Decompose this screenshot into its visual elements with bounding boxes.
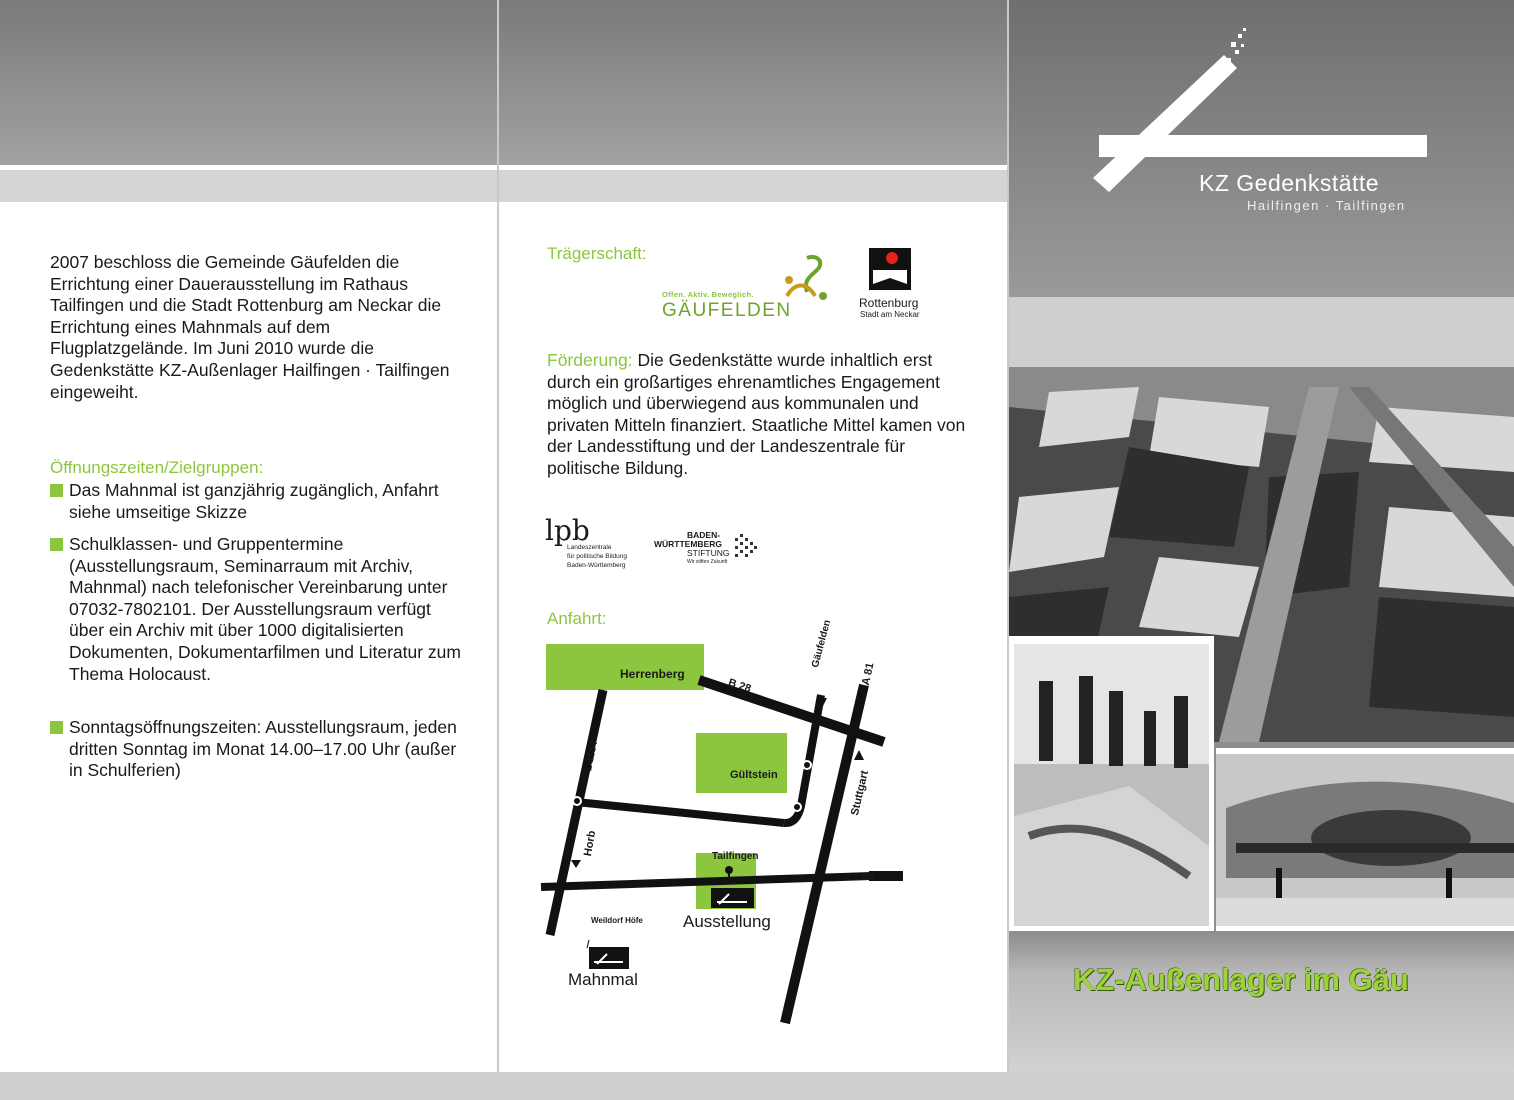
sponsor-heading: Trägerschaft:	[547, 244, 647, 263]
bullet-text: Schulklassen- und Gruppentermine (Ausstellungsraum, Seminarraum mit Archiv, Mahnmal) nach telefonischer Vereinbarung unter 07032-7802101. Der Ausstellungsraum verfügt über ein Archiv mit über 1000 digitalisierten Dokumenten, Dokumentarfilmen und Literatur zum Thema Holocaust.	[69, 534, 461, 684]
map-label-mahnmal: Mahnmal	[568, 970, 638, 989]
rottenburg-crest-icon	[869, 248, 913, 292]
lpb-line: Baden-Württemberg	[567, 562, 626, 569]
directions-heading: Anfahrt:	[547, 609, 607, 628]
bullet-square-icon	[50, 484, 63, 497]
map-label-ausstellung: Ausstellung	[683, 912, 771, 931]
rottenburg-logo	[854, 248, 944, 328]
map-label-tailfingen: Tailfingen	[712, 851, 759, 862]
funding-paragraph	[547, 350, 967, 480]
lpb-mark: lpb	[545, 514, 590, 547]
top-band	[499, 0, 1007, 165]
map-label-gultstein: Gültstein	[730, 769, 778, 781]
map-label-weildorf: Weildorf Höfe	[591, 916, 643, 925]
historic-photo-soldiers	[1009, 636, 1214, 931]
rottenburg-sub: Stadt am Neckar	[860, 310, 920, 319]
map-label-a81: A 81	[860, 661, 877, 687]
hours-heading: Öffnungszeiten/Zielgruppen:	[50, 458, 264, 477]
map-label-stuttgart: Stuttgart	[849, 769, 872, 817]
bw-dots-icon	[733, 532, 759, 562]
bw-line: BADEN-	[687, 530, 721, 540]
panel-left	[0, 0, 497, 1072]
panel-cover	[1009, 0, 1514, 1072]
bw-line: WÜRTTEMBERG	[654, 539, 722, 549]
bw-line: Wir stiften Zukunft	[687, 559, 728, 565]
map-label-herrenberg: Herrenberg	[620, 667, 685, 681]
bullet-text: Das Mahnmal ist ganzjährig zugänglich, Anfahrt siehe umseitige Skizze	[69, 480, 439, 522]
bw-stiftung-logo	[649, 530, 779, 576]
cover-title: KZ Gedenkstätte	[1199, 170, 1380, 196]
lpb-line: für politische Bildung	[567, 553, 627, 560]
map-label-b28: B 28	[726, 676, 753, 696]
map-label-horb: Horb	[582, 829, 599, 858]
gaufelden-slogan: Offen. Aktiv. Beweglich.	[662, 290, 754, 299]
list-item	[50, 717, 470, 782]
memorial-logo-icon	[1009, 0, 1514, 297]
gaufelden-name: GÄUFELDEN	[662, 300, 792, 321]
list-item	[50, 534, 470, 685]
intro-text: 2007 beschloss die Gemeinde Gäufelden die Errichtung einer Dauerausstellung im Rathaus Tailfingen und die Stadt Rottenburg am Neckar die Errichtung eines Mahnmals auf dem Flugplatzgelände. Im Juni 2010 wurde die Gedenkstätte KZ-Außenlager Hailfingen · Tailfingen eingeweiht.	[50, 252, 450, 402]
list-item	[50, 480, 470, 523]
top-band	[0, 0, 497, 165]
bullet-text: Sonntagsöffnungszeiten: Ausstellungsraum, jeden dritten Sonntag im Monat 14.00–17.00 Uhr (außer in Schulferien)	[69, 717, 457, 781]
map-label-l1184: L 1184	[583, 740, 601, 773]
cover-lower	[1009, 931, 1514, 1072]
map-label-gaufelden: Gäufelden	[810, 618, 834, 669]
funding-label: Förderung:	[547, 350, 633, 370]
cover-big-title: KZ-Außenlager im Gäu	[1073, 962, 1409, 997]
bottom-edge	[0, 1072, 1514, 1100]
gaufelden-logo	[662, 254, 822, 324]
cover-subtitle: Hailfingen · Tailfingen	[1247, 198, 1406, 213]
lpb-logo	[545, 514, 655, 574]
panel-middle	[499, 0, 1007, 1072]
grey-strip	[499, 170, 1007, 202]
bullet-square-icon	[50, 538, 63, 551]
rottenburg-name: Rottenburg	[859, 296, 919, 310]
bullet-square-icon	[50, 721, 63, 734]
grey-strip	[0, 170, 497, 202]
funding-text: Die Gedenkstätte wurde inhaltlich erst durch ein großartiges ehrenamtliches Engagement möglich und überwiegend aus kommunalen und privaten Mitteln finanziert. Staatliche Mittel kamen von der Landesstiftung und der Landeszentrale für politische Bildung.	[547, 350, 966, 478]
map-label-l1359: L 1359	[847, 872, 875, 882]
historic-photo-aircraft	[1216, 748, 1514, 931]
lpb-line: Landeszentrale	[567, 544, 612, 551]
bw-line: STIFTUNG	[687, 548, 730, 558]
